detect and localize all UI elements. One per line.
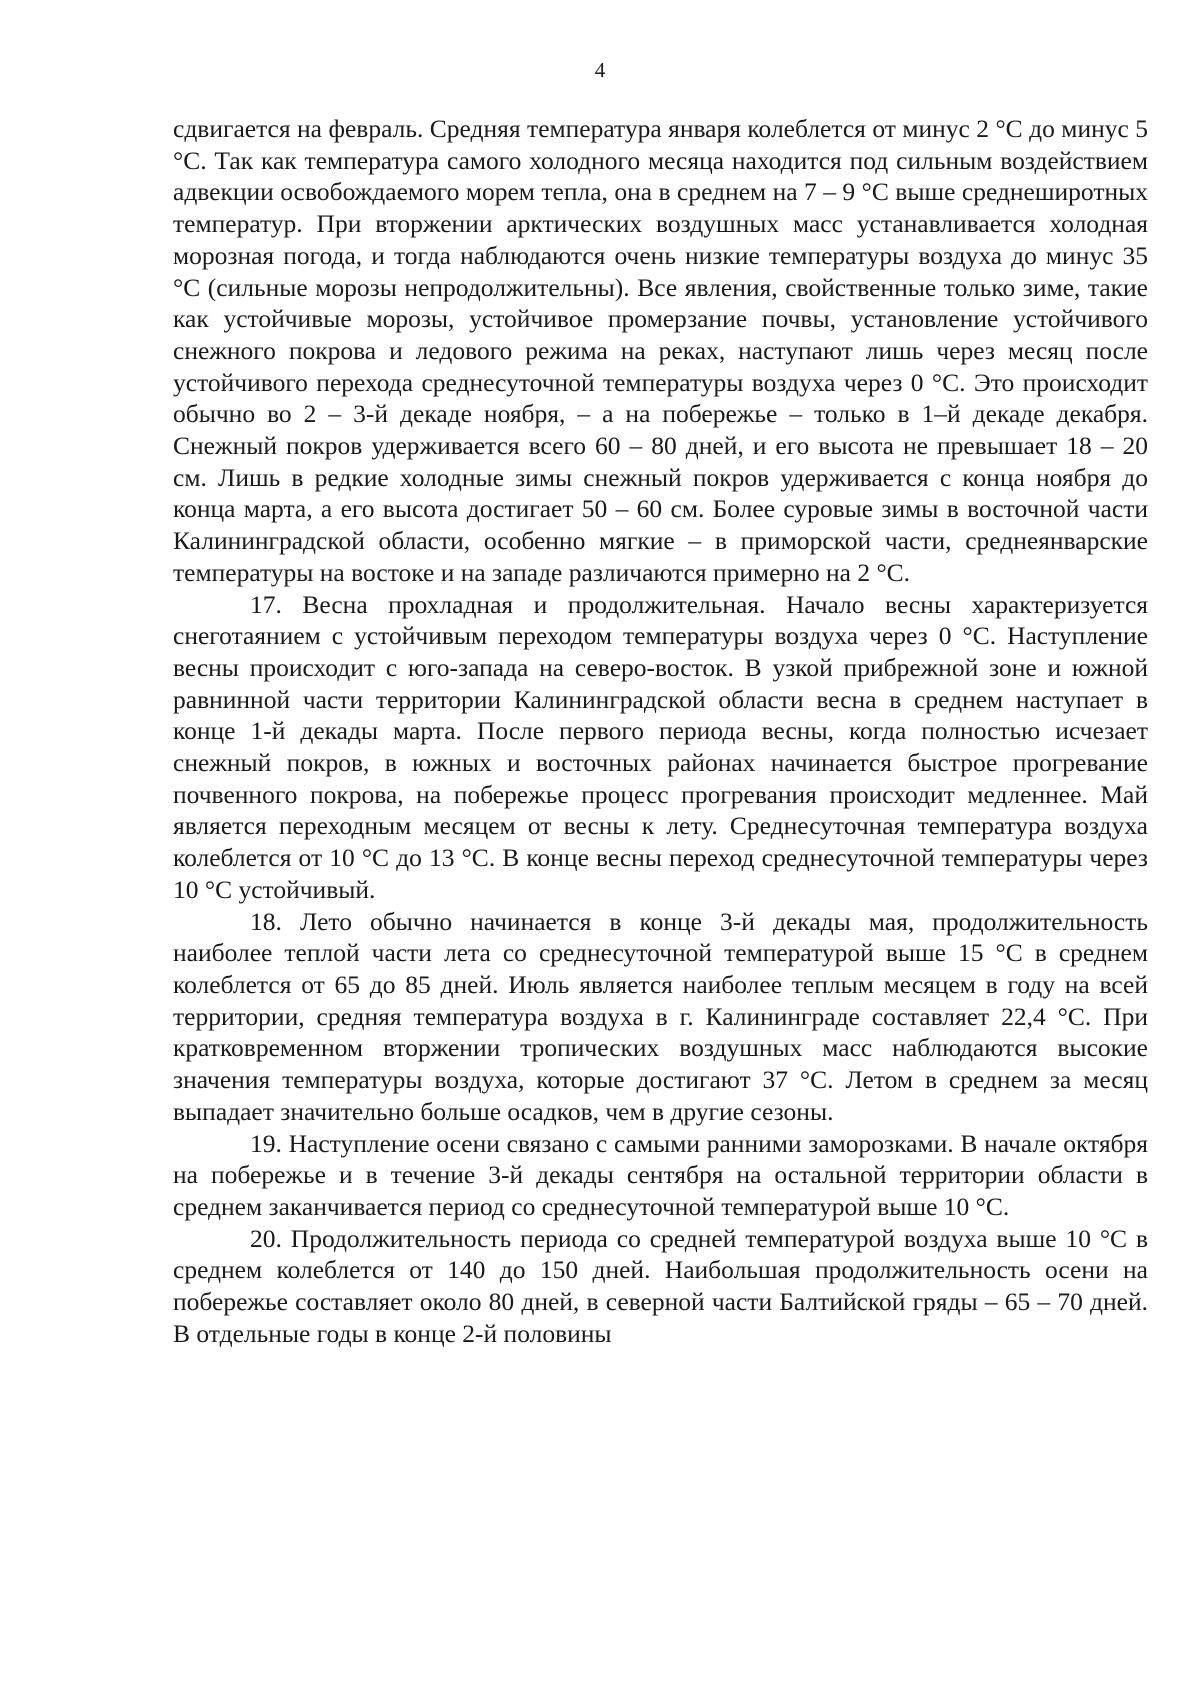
paragraph-item-20: 20. Продолжительность периода со средней температурой воздуха выше 10 °С в среднем колеблется от 140 до 150 дней. Наибольшая продолжительность осени на побережье составляет около 80 дней, в северной части Балтийской гряды – 65 – 70 дней. В отдельные годы в конце 2-й половины — [173, 1223, 1148, 1348]
paragraph-item-17: 17. Весна прохладная и продолжительная. Начало весны характеризуется снеготаянием с устойчивым переходом температуры воздуха через 0 °С. Наступление весны происходит с юго-запада на северо-восток. В узкой прибрежной зоне и южной равнинной части территории Калининградской области весна в среднем наступает в конце 1-й декады марта. После первого периода весны, когда полностью исчезает снежный покров, в южных и восточных районах начинается быстрое прогревание почвенного покрова, на побережье процесс прогревания происходит медленнее. Май является переходным месяцем от весны к лету. Среднесуточная температура воздуха колеблется от 10 °С до 13 °С. В конце весны переход среднесуточной температуры через 10 °С устойчивый. — [173, 589, 1148, 904]
paragraph-item-19: 19. Наступление осени связано с самыми ранними заморозками. В начале октября на побережье и в течение 3-й декады сентября на остальной территории области в среднем заканчивается период со среднесуточной температурой выше 10 °С. — [173, 1128, 1148, 1221]
page-number: 4 — [594, 58, 606, 82]
paragraph-continuation: сдвигается на февраль. Средняя температура января колеблется от минус 2 °С до минус 5 °С. Так как температура самого холодного месяца находится под сильным воздействием адвекции освобождаемого морем тепла, она в среднем на 7 – 9 °С выше среднеширотных температур. При вторжении арктических воздушных масс устанавливается холодная морозная погода, и тогда наблюдаются очень низкие температуры воздуха до минус 35 °С (сильные морозы непродолжительны). Все явления, свойственные только зиме, такие как устойчивые морозы, устойчивое промерзание почвы, установление устойчивого снежного покрова и ледового режима на реках, наступают лишь через месяц после устойчивого перехода среднесуточной температуры воздуха через 0 °С. Это происходит обычно во 2 – 3-й декаде ноября, – а на побережье – только в 1–й декаде декабря. Снежный покров удерживается всего 60 – 80 дней, и его высота не превышает 18 – 20 см. Лишь в редкие холодные зимы снежный покров удерживается с конца ноября до конца марта, а его высота достигает 50 – 60 см. Более суровые зимы в восточной части Калининградской области, особенно мягкие – в приморской части, среднеянварские температуры на востоке и на западе различаются примерно на 2 °С. — [173, 114, 1148, 587]
document-body — [173, 113, 1148, 1349]
paragraph-item-18: 18. Лето обычно начинается в конце 3-й декады мая, продолжительность наиболее теплой части лета со среднесуточной температурой выше 15 °С в среднем колеблется от 65 до 85 дней. Июль является наиболее теплым месяцем в году на всей территории, средняя температура воздуха в г. Калининграде составляет 22,4 °С. При кратковременном вторжении тропических воздушных масс наблюдаются высокие значения температуры воздуха, которые достигают 37 °С. Летом в среднем за месяц выпадает значительно больше осадков, чем в другие сезоны. — [173, 906, 1148, 1126]
